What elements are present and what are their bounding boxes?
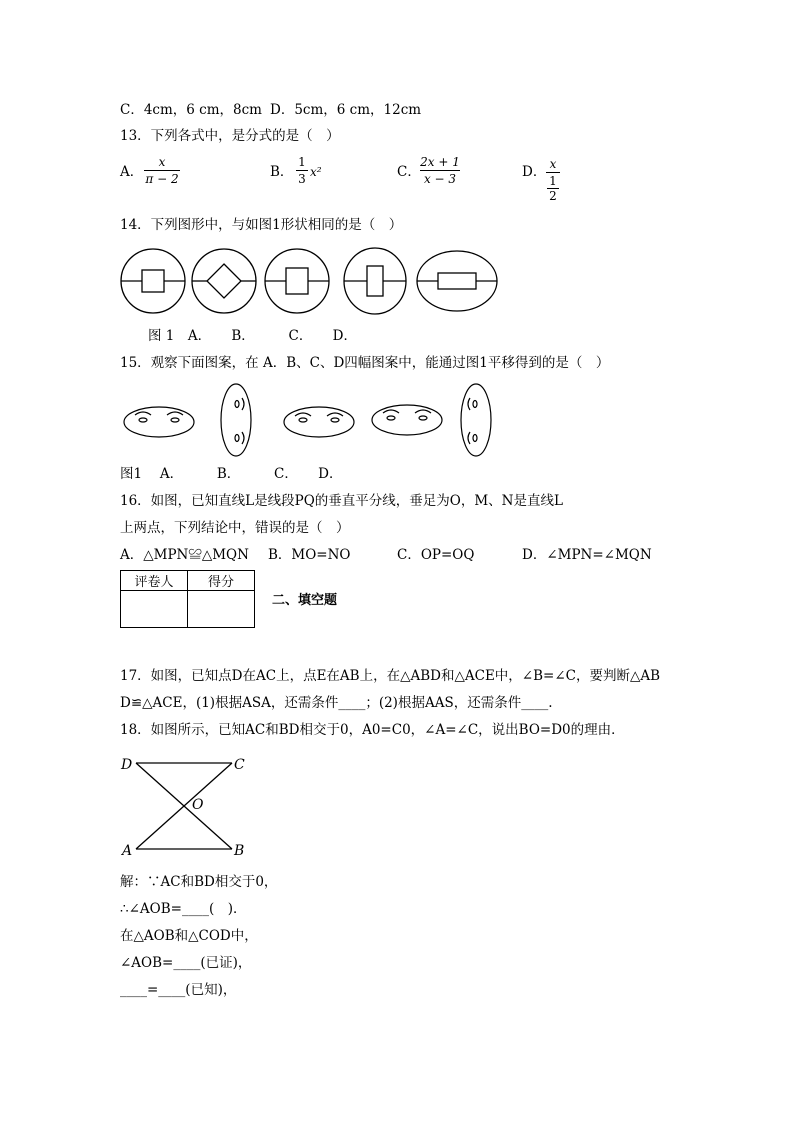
figure-a bbox=[221, 384, 251, 456]
q15-stem: 15．观察下面图案，在 A．B、C、D四幅图案中，能通过图1平移得到的是（ ） bbox=[120, 355, 610, 371]
q17-line1: 17．如图，已知点D在AC上，点E在AB上，在△ABD和△ACE中，∠B=∠C，要判断△AB bbox=[120, 668, 661, 684]
q13-option-d-fraction bbox=[546, 158, 560, 202]
label-a: A bbox=[122, 843, 133, 859]
q13-option-c-label: C． bbox=[397, 164, 421, 180]
numerator: x bbox=[549, 157, 557, 171]
q18-solution-line2: ∴∠AOB=____( )． bbox=[120, 901, 247, 917]
q13-stem: 13．下列各式中，是分式的是（ ） bbox=[120, 128, 340, 144]
q18-solution-line4: ∠AOB=____(已证)， bbox=[120, 955, 252, 971]
section-heading: 二、填空题 bbox=[272, 593, 338, 608]
q13-option-b-label: B． bbox=[270, 164, 294, 180]
q16-option-c: C．OP=OQ bbox=[397, 547, 475, 563]
q17-line2: D≌△ACE，(1)根据ASA，还需条件____；(2)根据AAS，还需条件____. bbox=[120, 695, 553, 711]
q15-figures bbox=[118, 382, 500, 462]
q16-option-d: D．∠MPN=∠MQN bbox=[522, 547, 652, 563]
q14-stem: 14．下列图形中，与如图1形状相同的是（ ） bbox=[120, 217, 403, 233]
denominator: π − 2 bbox=[145, 172, 179, 186]
figure-d bbox=[461, 384, 491, 456]
figure-a bbox=[192, 249, 256, 313]
q13-option-c-fraction bbox=[420, 156, 460, 185]
q13-option-b-fraction bbox=[296, 156, 308, 185]
figure-b bbox=[265, 249, 329, 313]
q18-solution-line3: 在△AOB和△COD中， bbox=[120, 928, 258, 944]
q13-option-a-label: A． bbox=[120, 164, 144, 180]
figure-1 bbox=[121, 249, 185, 313]
q12-option-d: D．5cm，6 cm，12cm bbox=[270, 102, 422, 118]
q15-caption: 图1 A． B． C． D． bbox=[120, 466, 343, 482]
figure-d bbox=[417, 251, 497, 311]
figure-c bbox=[344, 248, 406, 314]
label-d: D bbox=[121, 757, 133, 773]
q16-option-a: A．△MPN≌△MQN bbox=[120, 547, 249, 563]
score-cell[interactable] bbox=[188, 591, 255, 628]
q13-option-a-fraction bbox=[144, 156, 180, 185]
denominator: x − 3 bbox=[423, 172, 457, 186]
figure-1 bbox=[124, 407, 194, 437]
q14-caption: 图 1 A． B． C． D． bbox=[148, 328, 357, 344]
label-o: O bbox=[192, 797, 204, 813]
denominator: 3 bbox=[298, 172, 306, 186]
inner-numerator: 1 bbox=[549, 174, 557, 188]
q12-option-c: C．4cm，6 cm，8cm bbox=[120, 102, 262, 118]
numerator: 2x + 1 bbox=[420, 155, 460, 169]
score-table-header-score: 得分 bbox=[188, 571, 255, 591]
inner-denominator: 2 bbox=[549, 189, 557, 203]
q18-diagram bbox=[118, 752, 254, 862]
grader-cell[interactable] bbox=[121, 591, 188, 628]
q16-stem-line1: 16．如图，已知直线L是线段PQ的垂直平分线，垂足为O，M、N是直线L bbox=[120, 493, 563, 509]
figure-b bbox=[284, 407, 354, 437]
score-table-header-grader: 评卷人 bbox=[121, 571, 188, 591]
score-table bbox=[120, 570, 255, 628]
q16-option-b: B．MO=NO bbox=[268, 547, 351, 563]
q16-stem-line2: 上两点，下列结论中，错误的是（ ） bbox=[120, 520, 350, 536]
q13-option-d-label: D． bbox=[522, 164, 547, 180]
q18-solution-line5: ____=____(已知)， bbox=[120, 982, 237, 998]
figure-c bbox=[372, 405, 442, 435]
label-c: C bbox=[234, 757, 245, 773]
q14-figures bbox=[118, 246, 500, 320]
label-b: B bbox=[234, 843, 245, 859]
numerator: x bbox=[158, 155, 166, 169]
numerator: 1 bbox=[298, 155, 306, 169]
q13-option-b-term: x² bbox=[310, 165, 322, 179]
q18-stem: 18．如图所示，已知AC和BD相交于0，A0=C0，∠A=∠C，说出BO=D0的理由． bbox=[120, 722, 625, 738]
q18-solution-line1: 解：∵AC和BD相交于0， bbox=[120, 874, 278, 890]
